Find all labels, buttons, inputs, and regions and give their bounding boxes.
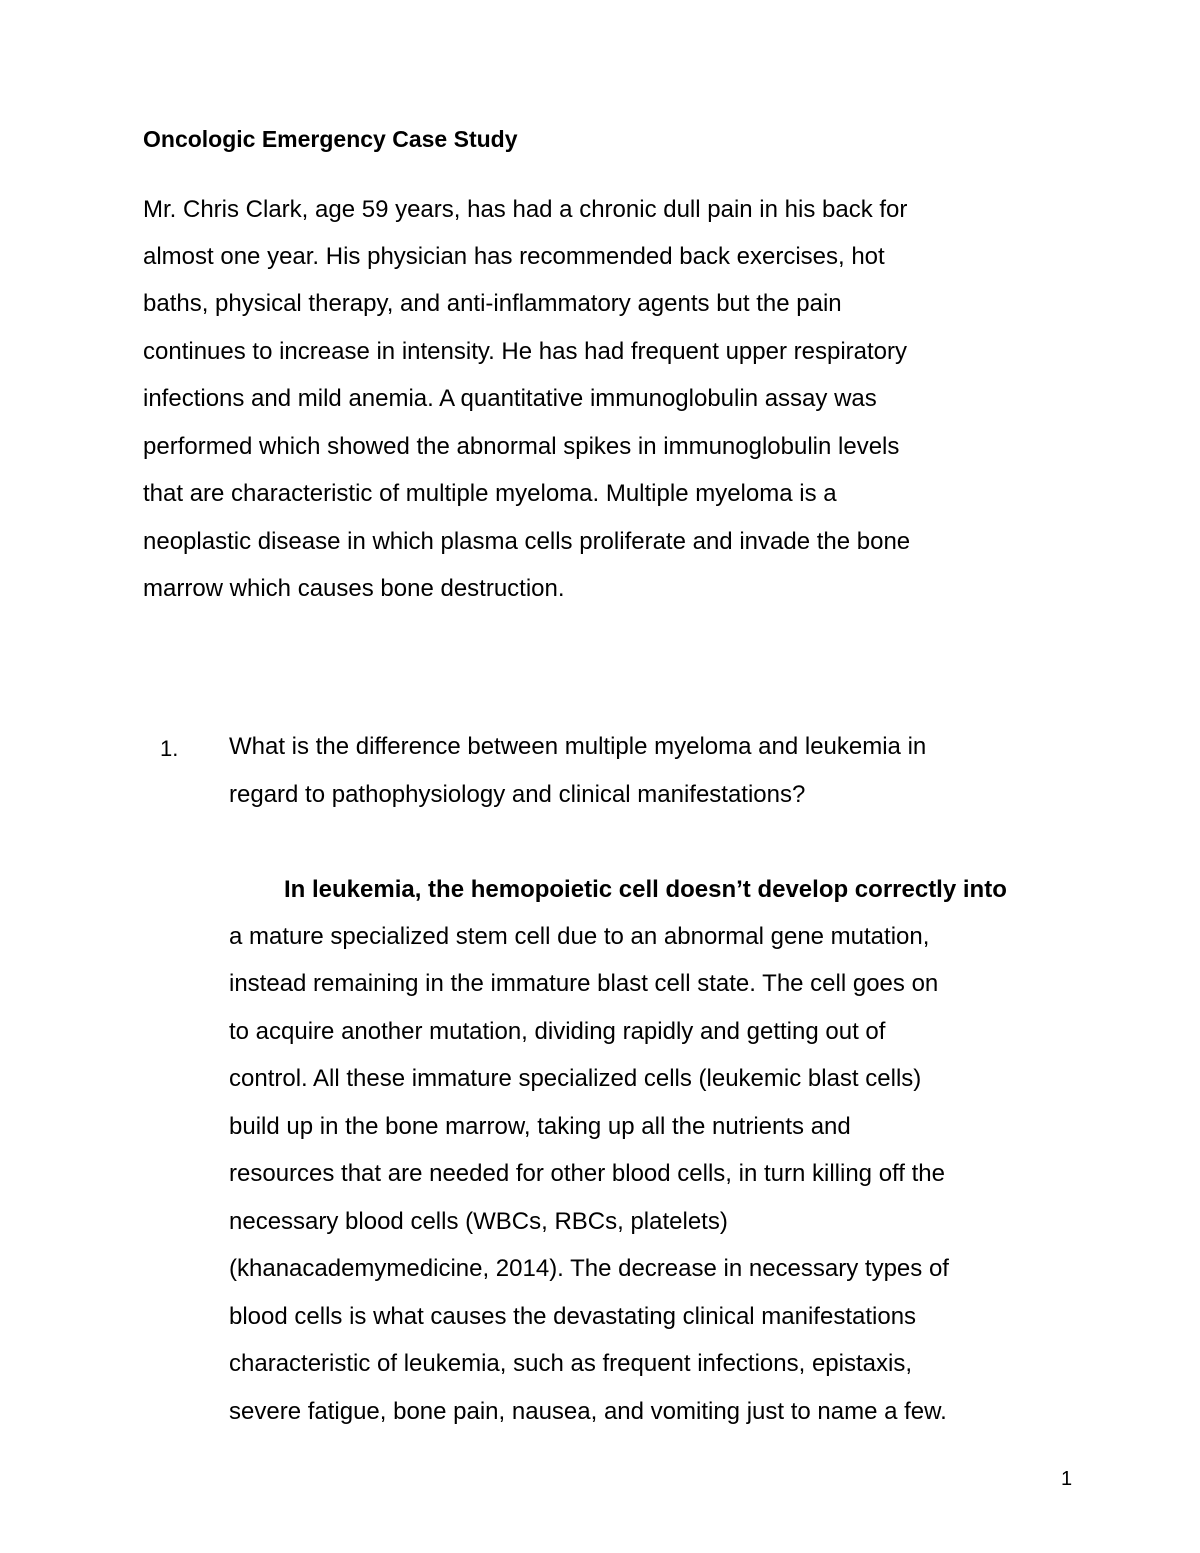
answer-text-line: (khanacademymedicine, 2014). The decrease in necessary types of bbox=[229, 1255, 949, 1282]
answer-text-line: In leukemia, the hemopoietic cell doesn’t develop correctly into bbox=[284, 876, 1007, 903]
case-text-line: infections and mild anemia. A quantitative immunoglobulin assay was bbox=[143, 385, 877, 412]
question-text-line: What is the difference between multiple myeloma and leukemia in bbox=[229, 733, 927, 760]
case-text-line: neoplastic disease in which plasma cells proliferate and invade the bone bbox=[143, 528, 911, 555]
question-text-line: regard to pathophysiology and clinical manifestations? bbox=[229, 781, 806, 808]
question-number: 1. bbox=[160, 736, 179, 761]
case-text-line: that are characteristic of multiple myeloma. Multiple myeloma is a bbox=[143, 480, 837, 507]
document-title: Oncologic Emergency Case Study bbox=[143, 126, 518, 152]
answer-text-line: a mature specialized stem cell due to an abnormal gene mutation, bbox=[229, 923, 930, 950]
case-text-line: performed which showed the abnormal spikes in immunoglobulin levels bbox=[143, 433, 900, 460]
answer-text-line: blood cells is what causes the devastating clinical manifestations bbox=[229, 1303, 917, 1330]
answer-text-line: build up in the bone marrow, taking up all the nutrients and bbox=[229, 1113, 851, 1140]
answer-text-line: characteristic of leukemia, such as frequent infections, epistaxis, bbox=[229, 1350, 912, 1377]
answer-text-line: instead remaining in the immature blast cell state. The cell goes on bbox=[229, 970, 939, 997]
case-text-line: Mr. Chris Clark, age 59 years, has had a chronic dull pain in his back for bbox=[143, 196, 908, 223]
case-text-line: almost one year. His physician has recommended back exercises, hot bbox=[143, 243, 885, 270]
case-text-line: continues to increase in intensity. He has had frequent upper respiratory bbox=[143, 338, 907, 365]
answer-text-line: necessary blood cells (WBCs, RBCs, platelets) bbox=[229, 1208, 728, 1235]
answer-text-line: control. All these immature specialized cells (leukemic blast cells) bbox=[229, 1065, 922, 1092]
answer-text-line: severe fatigue, bone pain, nausea, and vomiting just to name a few. bbox=[229, 1398, 947, 1425]
case-text-line: marrow which causes bone destruction. bbox=[143, 575, 565, 602]
page-number: 1 bbox=[1061, 1468, 1073, 1490]
answer-text-line: resources that are needed for other blood cells, in turn killing off the bbox=[229, 1160, 945, 1187]
case-text-line: baths, physical therapy, and anti-inflammatory agents but the pain bbox=[143, 290, 842, 317]
answer-text-line: to acquire another mutation, dividing rapidly and getting out of bbox=[229, 1018, 886, 1045]
